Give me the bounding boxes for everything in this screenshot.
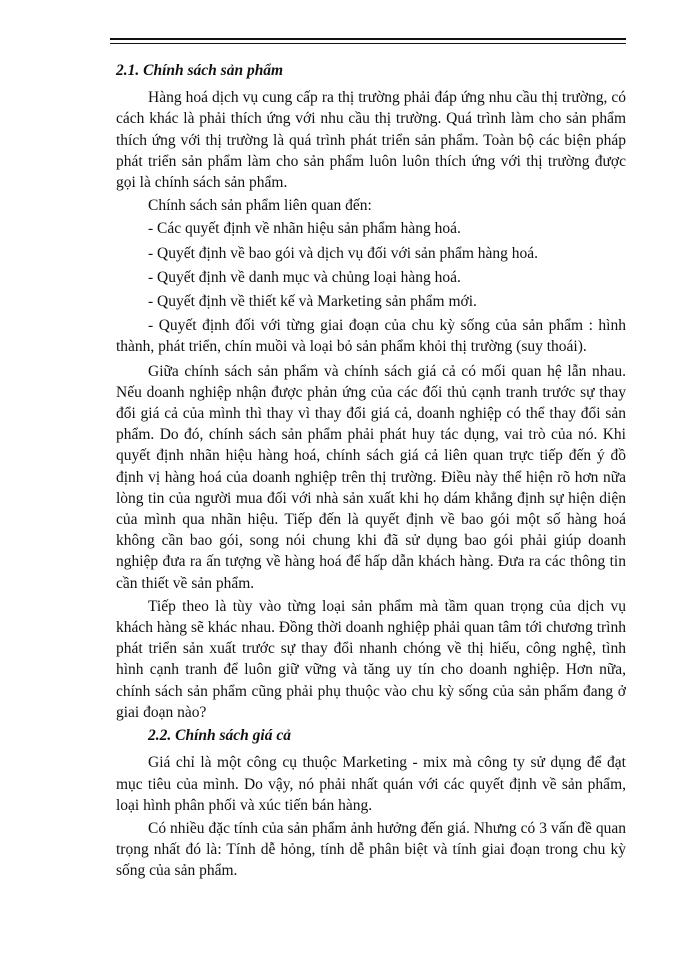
paragraph-4: Tiếp theo là tùy vào từng loại sản phẩm mà tầm quan trọng của dịch vụ khách hàng sẽ khác nhau. Đồng thời doanh nghiệp phải quan tâm tới chương trình phát triển sản xuất trước sự thay đổi nhanh chóng về thị hiếu, công nghệ, tình hình cạnh tranh để luôn giữ vững và tăng uy tín cho doanh nghiệp. Hơn nữa, chính sách sản phẩm cũng phải phụ thuộc vào chu kỳ sống của sản phẩm đang ở giai đoạn nào? bbox=[116, 597, 626, 721]
bullet-item-2: - Quyết định về bao gói và dịch vụ đối với sản phẩm hàng hoá. bbox=[148, 244, 539, 262]
header-rule-thin bbox=[110, 43, 626, 44]
paragraph-5: Giá chỉ là một công cụ thuộc Marketing - mix mà công ty sử dụng để đạt mục tiêu của mình. Do vậy, nó phải nhất quán với các quyết định về sản phẩm, loại hình phân phối và xúc tiến bán hàng. bbox=[116, 754, 626, 814]
bullet-item-5: - Quyết định đối với từng giai đoạn của chu kỳ sống của sản phẩm : hình thành, phát triển, chín muồi và loại bỏ sản phẩm khỏi thị trường (suy thoái). bbox=[116, 317, 626, 356]
document-body bbox=[116, 60, 626, 884]
bullet-item-4: - Quyết định về thiết kế và Marketing sản phẩm mới. bbox=[148, 293, 477, 311]
paragraph-2: Chính sách sản phẩm liên quan đến: bbox=[148, 197, 372, 215]
paragraph-3: Giữa chính sách sản phẩm và chính sách giá cả có mối quan hệ lẫn nhau. Nếu doanh nghiệp nhận được phản ứng của các đối thủ cạnh tranh trước sự thay đổi giá cả của mình thì thay vì thay đổi giá cả, doanh nghiệp có thể thay đổi sản phẩm. Do đó, chính sách sản phẩm phải phát huy tác dụng, vai trò của nó. Khi quyết định nhãn hiệu hàng hoá, chính sách giá cả liên quan trực tiếp đến ý đồ định vị hàng hoá của doanh nghiệp trên thị trường. Điều này thể hiện rõ hơn nữa lòng tin của người mua đối với nhà sản xuất khi họ dám khẳng định sự hiện diện của mình qua nhãn hiệu. Tiếp đến là quyết định về bao gói một số hàng hoá không cần bao gói, song nói chung khi đã sử dụng bao gói phải giúp doanh nghiệp đưa ra ấn tượng về hàng hoá để hấp dẫn khách hàng. Đưa ra các thông tin cần thiết về sản phẩm. bbox=[116, 362, 626, 592]
section-heading-2-2: 2.2. Chính sách giá cả bbox=[148, 727, 291, 745]
paragraph-1: Hàng hoá dịch vụ cung cấp ra thị trường phải đáp ứng nhu cầu thị trường, có cách khác là phải thích ứng với nhu cầu thị trường. Quá trình làm cho sản phẩm thích ứng với thị trường là quá trình phát triển sản phẩm. Toàn bộ các biện pháp phát triển sản phẩm làm cho sản phẩm luôn luôn thích ứng với thị trường được gọi là chính sách sản phẩm. bbox=[116, 89, 626, 192]
bullet-item-1: - Các quyết định về nhãn hiệu sản phẩm hàng hoá. bbox=[148, 220, 461, 238]
section-heading-2-1: 2.1. Chính sách sản phẩm bbox=[116, 62, 284, 79]
paragraph-6: Có nhiều đặc tính của sản phẩm ảnh hưởng đến giá. Nhưng có 3 vấn đề quan trọng nhất đó là: Tính dễ hỏng, tính dễ phân biệt và tính giai đoạn trong chu kỳ sống của sản phẩm. bbox=[116, 819, 626, 880]
header-rule-thick bbox=[110, 38, 626, 40]
bullet-item-3: - Quyết định về danh mục và chủng loại hàng hoá. bbox=[148, 268, 461, 286]
